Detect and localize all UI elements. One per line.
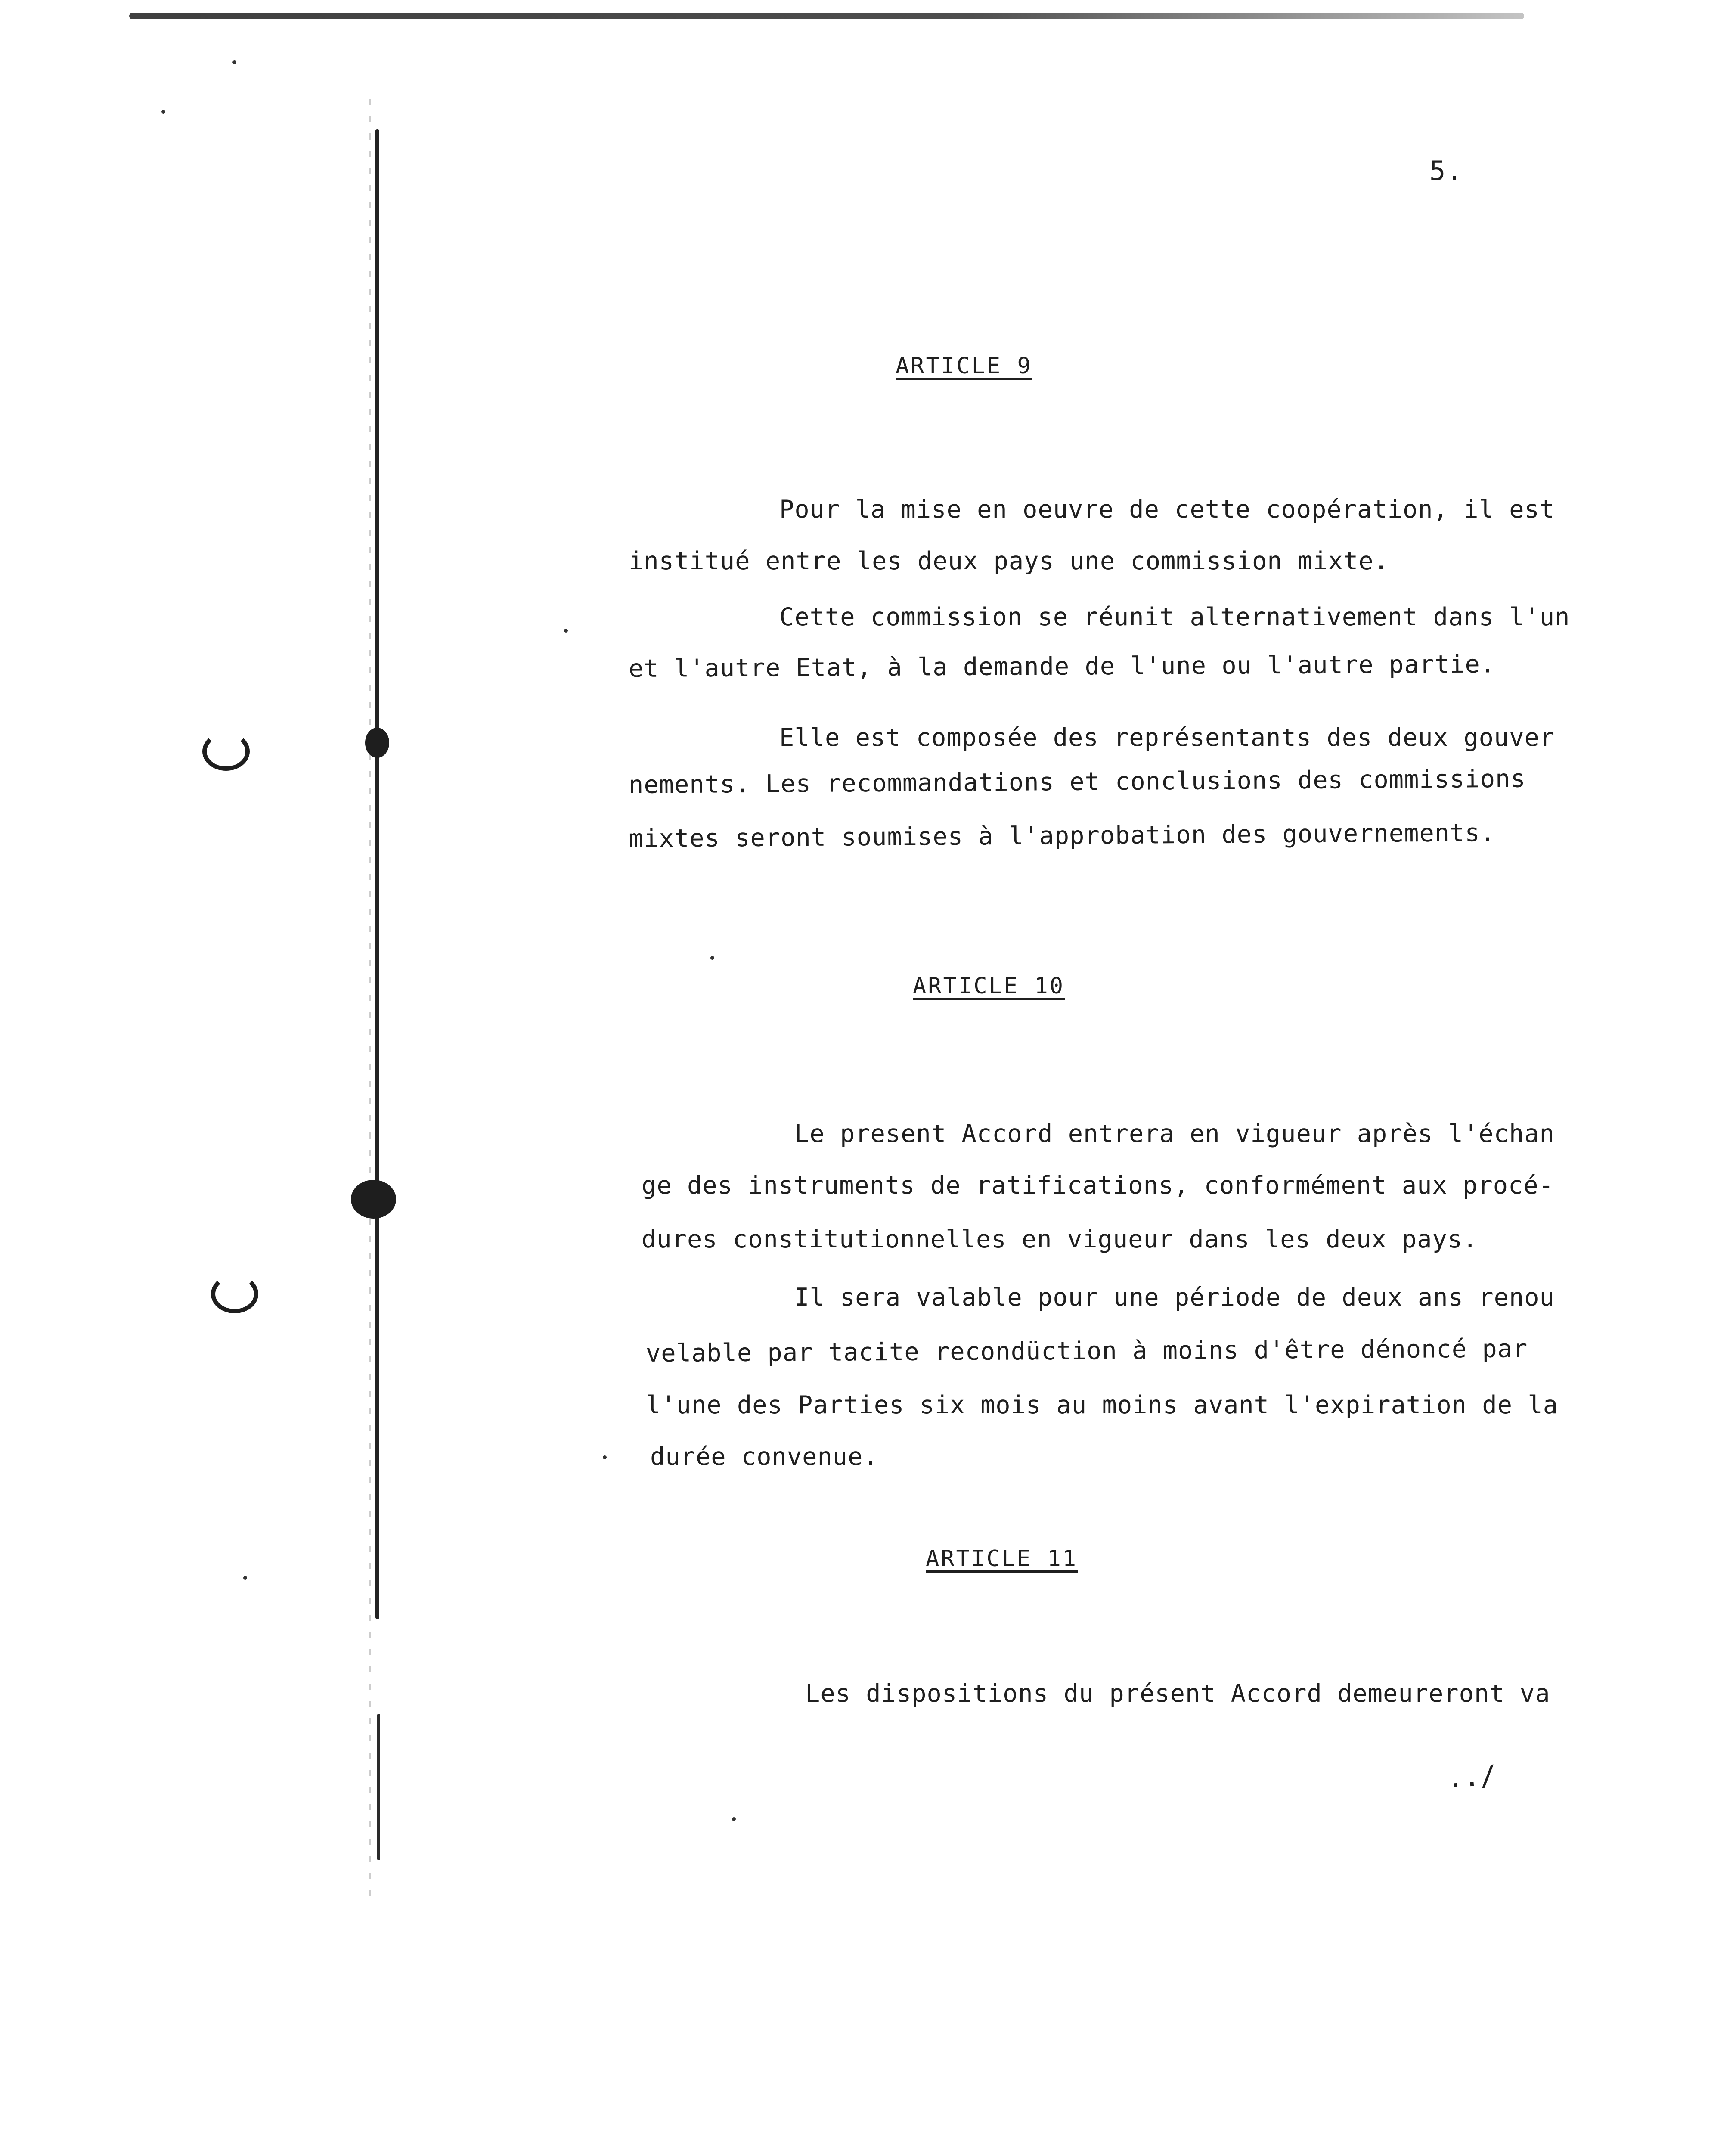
article-9-line: et l'autre Etat, à la demande de l'une ou l'autre partie.: [628, 650, 1496, 683]
article-10-line: dures constitutionnelles en vigueur dans les deux pays.: [642, 1225, 1478, 1253]
article-9-line: Pour la mise en oeuvre de cette coopération, il est: [779, 495, 1555, 524]
article-9-line: Cette commission se réunit alternativement dans l'un: [779, 603, 1570, 631]
article-9-line: Elle est composée des représentants des deux gouver: [779, 723, 1555, 752]
punch-hole-upper: [202, 732, 250, 771]
binding-blob-upper: [365, 728, 389, 758]
speck: [243, 1576, 247, 1580]
article-9-line: institué entre les deux pays une commission mixte.: [629, 547, 1389, 575]
article-10-line: ge des instruments de ratifications, conformément aux procé-: [642, 1171, 1554, 1200]
article-11-heading: ARTICLE 11: [926, 1546, 1078, 1572]
binding-line-lower: [377, 1714, 380, 1860]
article-11-line: Les dispositions du présent Accord demeureront va: [805, 1679, 1550, 1708]
article-10-line: durée convenue.: [650, 1443, 878, 1471]
punch-hole-lower: [211, 1275, 258, 1313]
scan-top-edge: [129, 13, 1524, 19]
article-10-heading: ARTICLE 10: [913, 973, 1065, 999]
binding-line: [375, 129, 379, 1619]
speck: [232, 60, 236, 64]
page-number: 5.: [1429, 155, 1463, 186]
article-9-line: mixtes seront soumises à l'approbation des gouvernements.: [628, 818, 1496, 853]
article-10-line: Le present Accord entrera en vigueur après l'échan: [794, 1120, 1555, 1148]
article-10-line: Il sera valable pour une période de deux ans renou: [794, 1283, 1555, 1312]
article-9-line: nements. Les recommandations et conclusions des commissions: [628, 764, 1526, 799]
article-10-line: l'une des Parties six mois au moins avant l'expiration de la: [646, 1391, 1559, 1419]
speck: [732, 1817, 736, 1821]
continuation-mark: ../: [1445, 1759, 1498, 1795]
binding-blob-lower: [351, 1180, 396, 1219]
scan-faint-line: [369, 99, 371, 1908]
article-10-line: velable par tacite recondüction à moins d'être dénoncé par: [645, 1334, 1528, 1368]
article-9-heading: ARTICLE 9: [896, 353, 1032, 379]
speck: [564, 629, 568, 633]
speck: [161, 110, 165, 114]
speck: [603, 1455, 607, 1459]
speck: [710, 956, 714, 960]
